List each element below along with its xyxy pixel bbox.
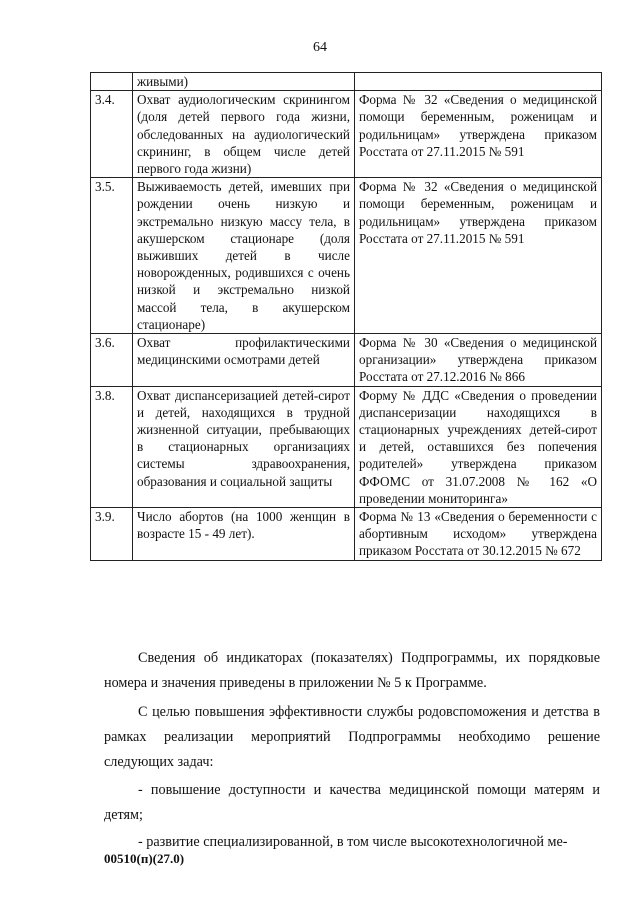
- table-row: [91, 73, 602, 91]
- indicator-name: Выживаемость детей, имевших при рождении очень низкую и экстремально низкую массу тела, в акушерском стационаре (доля выживших детей в числе новорожденных, родившихся с очень низкой и экстремально низкой массой тела, в акушерском стационаре): [133, 178, 355, 334]
- table-row: [91, 508, 602, 561]
- row-number: 3.4.: [91, 91, 133, 178]
- table-row: [91, 386, 602, 507]
- paragraph-tasks-intro: С целью повышения эффективности службы родовспоможения и детства в рамках реализации мероприятий Подпрограммы необходимо решение следующих задач:: [104, 704, 600, 770]
- indicator-source: Форма № 13 «Сведения о беременности с абортивным исходом» утверждена приказом Росстата от 30.12.2015 № 672: [355, 508, 602, 561]
- indicator-source: Форма № 30 «Сведения о медицинской организации» утверждена приказом Росстата от 27.12.2016 № 866: [355, 334, 602, 387]
- row-number: 3.9.: [91, 508, 133, 561]
- indicator-name: Охват диспансеризацией детей-сирот и детей, находящихся в трудной жизненной ситуации, пребывающих в стационарных организациях системы здравоохранения, образования и социальной защиты: [133, 386, 355, 507]
- indicator-name: живыми): [133, 73, 355, 91]
- page-number: 64: [313, 40, 327, 55]
- indicator-source: Форма № 32 «Сведения о медицинской помощи беременным, роженицам и родильницам» утверждена приказом Росстата от 27.11.2015 № 591: [355, 91, 602, 178]
- row-number: 3.8.: [91, 386, 133, 507]
- indicator-name: Охват аудиологическим скринингом (доля детей первого года жизни, обследованных на аудиологический скрининг, в общем числе детей первого года жизни): [133, 91, 355, 178]
- row-number: 3.6.: [91, 334, 133, 387]
- document-code: 00510(п)(27.0): [104, 851, 185, 866]
- indicator-source: Форму № ДДС «Сведения о проведении диспансеризации находящихся в стационарных учреждениях детей-сирот и детей, оставшихся без попечения родителей» утверждена приказом ФФОМС от 31.07.2008 № 162 «О проведении мониторинга»: [355, 386, 602, 507]
- table-row: [91, 91, 602, 178]
- table-row: [91, 178, 602, 334]
- indicators-table: [90, 72, 602, 561]
- indicator-source: [355, 73, 602, 91]
- indicator-source: Форма № 32 «Сведения о медицинской помощи беременным, роженицам и родильницам» утверждена приказом Росстата от 27.11.2015 № 591: [355, 178, 602, 334]
- indicator-name: Число абортов (на 1000 женщин в возрасте 15 - 49 лет).: [133, 508, 355, 561]
- table-row: [91, 334, 602, 387]
- paragraph-task-accessibility: - повышение доступности и качества медицинской помощи матерям и детям;: [104, 782, 600, 823]
- paragraph-indicators-info: Сведения об индикаторах (показателях) Подпрограммы, их порядковые номера и значения приведены в приложении № 5 к Программе.: [104, 650, 600, 691]
- paragraph-task-specialized: - развитие специализированной, в том числе высокотехнологичной ме-: [138, 834, 568, 850]
- indicator-name: Охват профилактическими медицинскими осмотрами детей: [133, 334, 355, 387]
- row-number: 3.5.: [91, 178, 133, 334]
- row-number: [91, 73, 133, 91]
